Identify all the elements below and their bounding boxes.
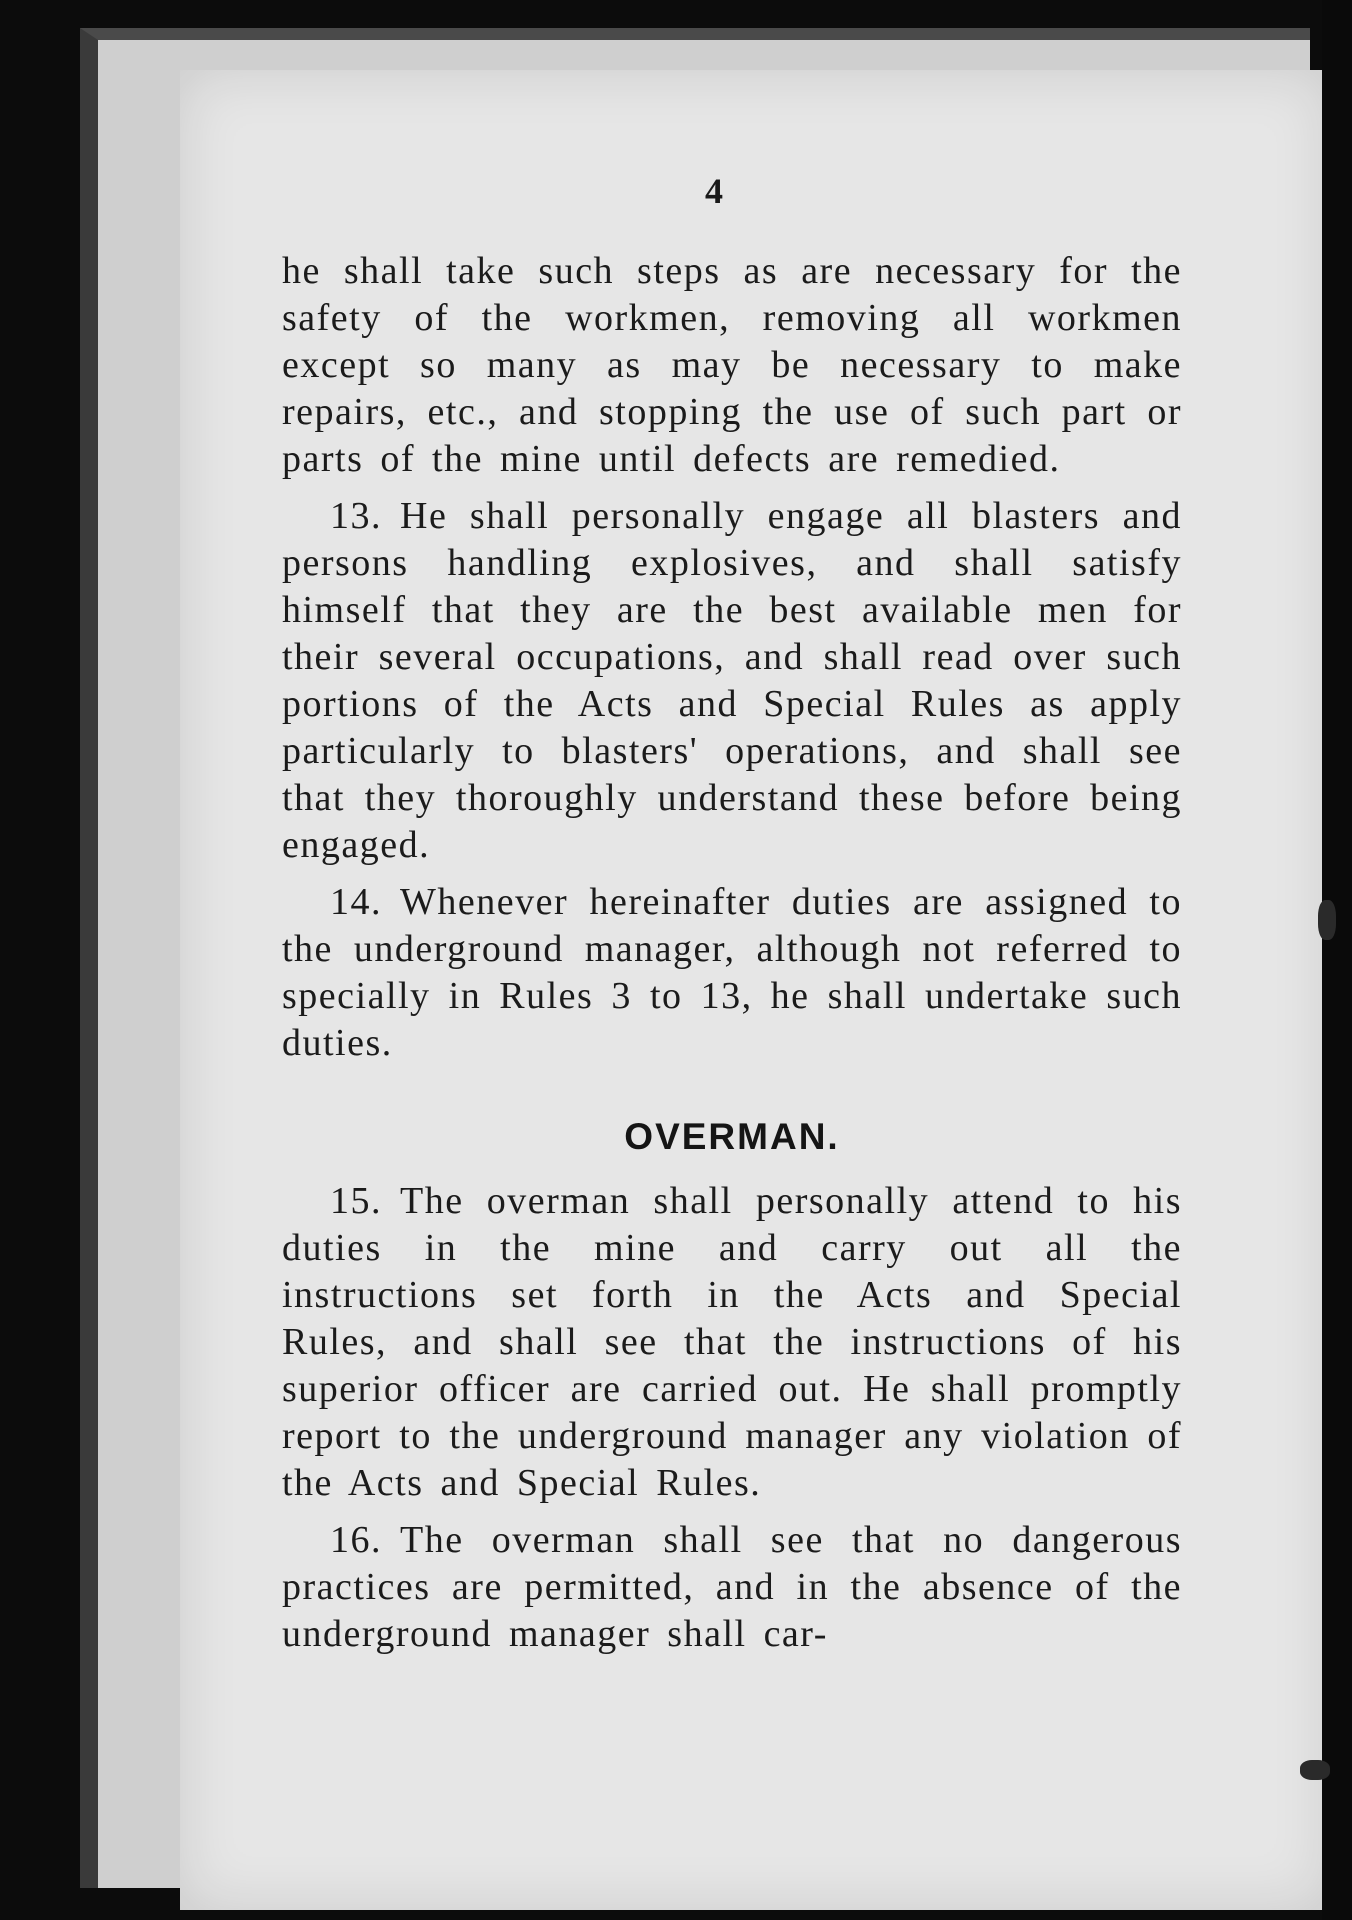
rule-number: 15. (330, 1180, 382, 1222)
paragraph-rule-13 (282, 493, 1182, 869)
paragraph-rule-15 (282, 1178, 1182, 1507)
rule-number: 16. (330, 1519, 382, 1561)
paragraph-rule-16 (282, 1517, 1182, 1658)
body-text (282, 248, 1182, 1668)
paragraph-rule-14 (282, 879, 1182, 1067)
paragraph-text: The overman shall personally attend to his duties in the mine and carry out all the instructions set forth in the Acts and Special Rules, and shall see that the instructions of his superior officer are carried out. He shall promptly report to the underground manager any violation of the Acts and Special Rules. (282, 1180, 1182, 1504)
rule-number: 14. (330, 881, 382, 923)
paragraph-text: The overman shall see that no dangerous practices are permitted, and in the absence of the underground manager shall car- (282, 1519, 1182, 1655)
right-edge-shadow (1322, 0, 1352, 1920)
binding-smudge (1300, 1760, 1330, 1780)
paragraph-text: He shall personally engage all blasters and persons handling explosives, and shall satisfy himself that they are the best available men for their several occupations, and shall read over such portions of the Acts and Special Rules as apply particularly to blasters' operations, and shall see that they thoroughly understand these before being engaged. (282, 495, 1182, 866)
paragraph-continued (282, 248, 1182, 483)
paragraph-text: Whenever hereinafter duties are assigned to the underground manager, although not referred to specially in Rules 3 to 13, he shall undertake such duties. (282, 881, 1182, 1064)
binding-smudge (1318, 900, 1336, 940)
paragraph-text: he shall take such steps as are necessary for the safety of the workmen, removing all workmen except so many as may be necessary to make repairs, etc., and stopping the use of such part or parts of the mine until defects are remedied. (282, 250, 1182, 480)
rule-number: 13. (330, 495, 382, 537)
section-heading: OVERMAN. (624, 1116, 840, 1157)
page-number: 4 (705, 171, 723, 211)
